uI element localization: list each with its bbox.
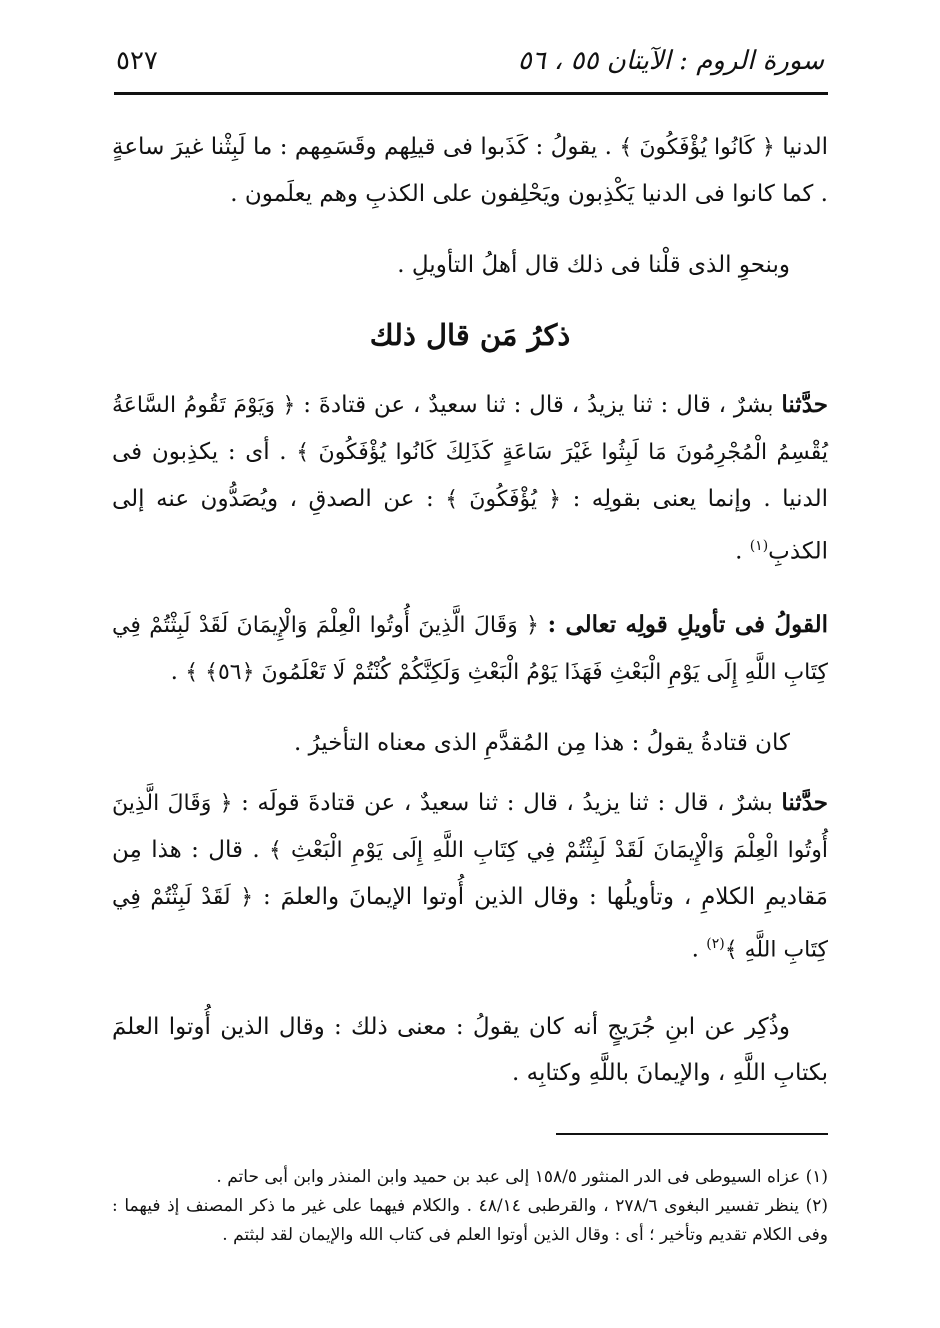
header-rule: [114, 92, 828, 95]
footnote-1: (١) عزاه السيوطى فى الدر المنثور ١٥٨/٥ إلى عبد بن حميد وابن المنذر وابن أبى حاتم .: [216, 1167, 828, 1187]
quran-quote: ﴿ كَانُوا يُؤْفَكُونَ ﴾: [619, 135, 775, 160]
paragraph-text: وبنحوِ الذى قلْنا فى ذلك قال أهلُ التأويلِ .: [397, 252, 790, 278]
footnote-ref[interactable]: (٢): [706, 936, 725, 952]
paragraph-1: [112, 124, 828, 217]
paragraph-text: . قال : هذا مِن مَقاديمِ الكلامِ ، وتأويلُها : وقال الذين أُوتوا الإيمانَ والعلمَ :: [112, 837, 828, 910]
paragraph-text: وذُكِر عن ابنِ جُرَيجٍ أنه كان يقولُ : معنى ذلك : وقال الذين أُوتوا العلمَ بكتابِ اللَّهِ ، والإيمانَ باللَّهِ وكتابِه .: [112, 1014, 828, 1086]
footnote-ref[interactable]: (١): [749, 538, 769, 554]
quran-quote: ﴿ لَقَدْ لَبِثْتُمْ فِي كِتَابِ اللَّهِ ﴾: [112, 885, 828, 963]
paragraph-text: . يقولُ : كَذَبوا فى قيلِهم وقَسَمِهم : ما لَبِثْنا غيرَ ساعةٍ . كما كانوا فى الدنيا يَكْذِبون ويَحْلِفون على الكذبِ وهم يعلَمون .: [112, 134, 828, 207]
footnotes: [112, 1163, 828, 1250]
paragraph-text: .: [170, 659, 178, 685]
footnote-2: (٢) ينظر تفسير البغوى ٢٧٨/٦ ، والقرطبى ٤٨/١٤ . والكلام فيهما على غير ما ذكر المصنف إذ فيهما : وفى الكلام تقديم وتأخير ؛ أى : وقال الذين أوتوا العلم فى كتاب الله والإيمان لقد لبثتم .: [112, 1196, 829, 1245]
paragraph-text: : عن الصدقِ ، ويُصَدُّون عنه إلى الكذبِ: [112, 486, 828, 565]
paragraph-2: [112, 242, 828, 288]
page-number: ٥٢٧: [116, 46, 158, 76]
hadith-lead: حدَّثنا: [781, 789, 828, 816]
quran-quote: ﴿ وَيَوْمَ تَقُومُ السَّاعَةُ يُقْسِمُ الْمُجْرِمُونَ مَا لَبِثُوا غَيْرَ سَاعَةٍ كَذَلِكَ كَانُوا يُؤْفَكُونَ ﴾: [112, 393, 828, 465]
section-lead: القولُ فى تأويلِ قولِه تعالى :: [547, 611, 828, 638]
hadith-lead: حدَّثنا: [781, 391, 828, 418]
section-heading: ذكرُ مَن قال ذلك: [369, 318, 571, 352]
running-header: [110, 40, 830, 84]
paragraph-text: بشرٌ ، قال : ثنا يزيدُ ، قال : ثنا سعيدٌ ، عن قتادةَ قولَه :: [241, 790, 773, 816]
paragraph-text: كان قتادةُ يقولُ : هذا مِن المُقدَّمِ الذى معناه التأخيرُ .: [293, 730, 790, 756]
footnote-rule: [556, 1133, 828, 1135]
paragraph-7: [112, 1004, 828, 1096]
quran-quote: ﴿ يُؤْفَكُونَ ﴾: [445, 487, 562, 512]
paragraph-text: .: [691, 936, 699, 963]
quran-quote: ﴿ وَقَالَ الَّذِينَ أُوتُوا الْعِلْمَ وَالْإِيمَانَ لَقَدْ لَبِثْتُمْ فِي كِتَابِ اللَّهِ إِلَى يَوْمِ الْبَعْثِ ﴾: [112, 791, 829, 863]
paragraph-5: [112, 720, 828, 766]
paragraph-text: .: [735, 538, 743, 565]
quran-quote: ﴿ وَقَالَ الَّذِينَ أُوتُوا الْعِلْمَ وَالْإِيمَانَ لَقَدْ لَبِثْتُمْ فِي كِتَابِ اللَّهِ إِلَى يَوْمِ الْبَعْثِ فَهَذَا يَوْمُ الْبَعْثِ وَلَكِنَّكُمْ كُنْتُمْ لَا تَعْلَمُونَ ﴿٥٦﴾ ﴾: [112, 613, 828, 685]
paragraph-6: [112, 780, 828, 974]
paragraph-text: بشرٌ ، قال : ثنا يزيدُ ، قال : ثنا سعيدٌ ، عن قتادةَ :: [303, 392, 774, 418]
paragraph-4: [112, 602, 828, 696]
paragraph-text: الدنيا: [782, 134, 829, 160]
paragraph-text: . أى : يكذِبون فى الدنيا . وإنما يعنى بقولِه :: [112, 439, 828, 512]
running-title: سورة الروم : الآيتان ٥٥ ، ٥٦: [517, 46, 824, 76]
paragraph-3: [112, 382, 828, 575]
